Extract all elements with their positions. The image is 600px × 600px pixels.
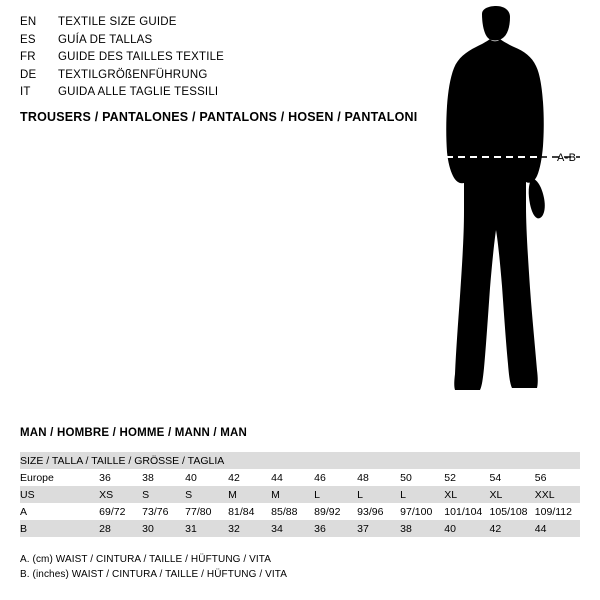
- cell-value: 38: [400, 520, 444, 537]
- measurement-label-ab: A-B: [557, 152, 577, 164]
- cell-value: 37: [357, 520, 400, 537]
- cell-value: 42: [228, 469, 271, 486]
- cell-value: XXL: [535, 486, 580, 503]
- cell-value: XS: [99, 486, 142, 503]
- cell-value: 38: [142, 469, 185, 486]
- size-table: [20, 452, 580, 537]
- language-code: IT: [20, 86, 31, 98]
- figure-illustration: [420, 6, 600, 406]
- footnote-a: A. (cm) WAIST / CINTURA / TAILLE / HÜFTUNG / VITA: [20, 554, 272, 565]
- row-label: Europe: [20, 469, 99, 486]
- table-section-title: MAN / HOMBRE / HOMME / MANN / MAN: [20, 427, 248, 439]
- cell-value: 85/88: [271, 503, 314, 520]
- cell-value: 36: [99, 469, 142, 486]
- cell-value: 48: [357, 469, 400, 486]
- table-row: [20, 503, 580, 520]
- cell-value: 36: [314, 520, 357, 537]
- row-label: US: [20, 486, 99, 503]
- language-row: [20, 84, 410, 102]
- table-row: [20, 469, 580, 486]
- language-title: TEXTILGRÖßENFÜHRUNG: [58, 68, 208, 81]
- cell-value: 40: [444, 520, 489, 537]
- cell-value: S: [185, 486, 228, 503]
- cell-value: 101/104: [444, 503, 489, 520]
- cell-value: S: [142, 486, 185, 503]
- table-row: [20, 520, 580, 537]
- row-label: SIZE / TALLA / TAILLE / GRÖSSE / TAGLIA: [20, 452, 580, 469]
- cell-value: 44: [271, 469, 314, 486]
- cell-value: 34: [271, 520, 314, 537]
- language-code: FR: [20, 51, 36, 63]
- row-label: A: [20, 503, 99, 520]
- language-code: ES: [20, 33, 36, 46]
- cell-value: XL: [490, 486, 535, 503]
- language-row: [20, 67, 410, 85]
- language-code: EN: [20, 16, 37, 28]
- cell-value: 32: [228, 520, 271, 537]
- cell-value: 40: [185, 469, 228, 486]
- cell-value: L: [357, 486, 400, 503]
- cell-value: 54: [490, 469, 535, 486]
- cell-value: M: [271, 486, 314, 503]
- cell-value: 93/96: [357, 503, 400, 520]
- cell-value: 28: [99, 520, 142, 537]
- cell-value: 31: [185, 520, 228, 537]
- cell-value: 46: [314, 469, 357, 486]
- cell-value: 50: [400, 469, 444, 486]
- cell-value: 30: [142, 520, 185, 537]
- garment-title: TROUSERS / PANTALONES / PANTALONS / HOSEN / PANTALONI: [20, 110, 418, 124]
- language-title-block: [20, 14, 410, 102]
- table-row: [20, 486, 580, 503]
- cell-value: 109/112: [535, 503, 580, 520]
- male-silhouette-icon: [420, 6, 600, 406]
- language-title: TEXTILE SIZE GUIDE: [58, 16, 177, 28]
- cell-value: 89/92: [314, 503, 357, 520]
- cell-value: 42: [490, 520, 535, 537]
- footnote-b: B. (inches) WAIST / CINTURA / TAILLE / HÜFTUNG / VITA: [20, 569, 288, 580]
- cell-value: M: [228, 486, 271, 503]
- cell-value: 44: [535, 520, 580, 537]
- language-row: [20, 49, 410, 67]
- language-title: GUIDE DES TAILLES TEXTILE: [58, 51, 225, 63]
- cell-value: 52: [444, 469, 489, 486]
- cell-value: 69/72: [99, 503, 142, 520]
- cell-value: 97/100: [400, 503, 444, 520]
- cell-value: 81/84: [228, 503, 271, 520]
- language-row: [20, 14, 410, 32]
- row-label: B: [20, 520, 99, 537]
- cell-value: 77/80: [185, 503, 228, 520]
- cell-value: 105/108: [490, 503, 535, 520]
- cell-value: L: [400, 486, 444, 503]
- cell-value: L: [314, 486, 357, 503]
- cell-value: 73/76: [142, 503, 185, 520]
- footnotes: [20, 552, 287, 582]
- language-title: GUÍA DE TALLAS: [58, 33, 153, 46]
- cell-value: 56: [535, 469, 580, 486]
- language-title: GUIDA ALLE TAGLIE TESSILI: [58, 86, 219, 98]
- language-row: [20, 32, 410, 50]
- table-row: [20, 452, 580, 469]
- language-code: DE: [20, 68, 37, 81]
- cell-value: XL: [444, 486, 489, 503]
